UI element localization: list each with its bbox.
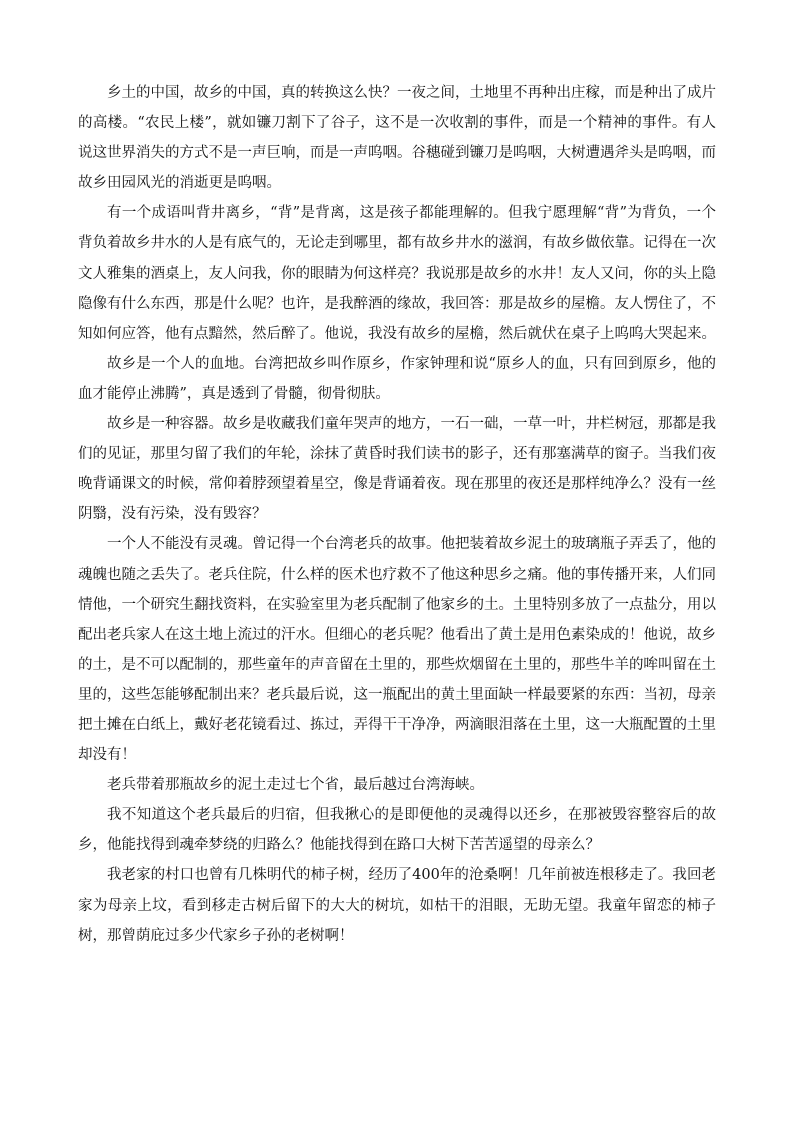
paragraph-3: 故乡是一个人的血地。台湾把故乡叫作原乡，作家钟理和说“原乡人的血，只有回到原乡，他的血才能停止沸腾”，真是透到了骨髓，彻骨彻肤。 (78, 355, 716, 402)
paragraph-7: 我不知道这个老兵最后的归宿，但我揪心的是即便他的灵魂得以还乡，在那被毁容整容后的故乡，他能找得到魂牵梦绕的归路么？他能找得到在路口大树下苦苦遥望的母亲么？ (78, 807, 716, 854)
paragraph-1: 乡土的中国，故乡的中国，真的转换这么快？一夜之间，土地里不再种出庄稼，而是种出了成片的高楼。“农民上楼”，就如镰刀割下了谷子，这不是一次收割的事件，而是一个精神的事件。有人说这世界消失的方式不是一声巨响，而是一声呜咽。谷穗碰到镰刀是呜咽，大树遭遇斧头是呜咽，而故乡田园风光的消逝更是呜咽。 (78, 85, 716, 192)
document-body (78, 78, 716, 951)
paragraph-5: 一个人不能没有灵魂。曾记得一个台湾老兵的故事。他把装着故乡泥土的玻璃瓶子弄丢了，他的魂魄也随之丢失了。老兵住院，什么样的医术也疗救不了他这种思乡之痛。他的事传播开来，人们同情他，一个研究生翻找资料，在实验室里为老兵配制了他家乡的土。土里特别多放了一点盐分，用以配出老兵家人在这土地上流过的汗水。但细心的老兵呢？他看出了黄土是用色素染成的！他说，故乡的土，是不可以配制的，那些童年的声音留在土里的，那些炊烟留在土里的，那些牛羊的哞叫留在土里的，这些怎能够配制出来？老兵最后说，这一瓶配出的黄土里面缺一样最要紧的东西：当初，母亲把土摊在白纸上，戴好老花镜看过、拣过，弄得干干净净，两滴眼泪落在土里，这一大瓶配置的土里却没有！ (78, 536, 716, 764)
paragraph-2: 有一个成语叫背井离乡，“背”是背离，这是孩子都能理解的。但我宁愿理解“背”为背负，一个背负着故乡井水的人是有底气的，无论走到哪里，都有故乡井水的滋润，有故乡做依靠。记得在一次文人雅集的酒桌上，友人问我，你的眼睛为何这样亮？我说那是故乡的水井！友人又问，你的头上隐隐像有什么东西，那是什么呢？也许，是我醉酒的缘故，我回答：那是故乡的屋檐。友人愣住了，不知如何应答，他有点黯然，然后醉了。他说，我没有故乡的屋檐，然后就伏在桌子上呜呜大哭起来。 (78, 205, 716, 342)
paragraph-6: 老兵带着那瓶故乡的泥土走过七个省，最后越过台湾海峡。 (107, 777, 484, 794)
paragraph-8: 我老家的村口也曾有几株明代的柿子树，经历了400年的沧桑啊！几年前被连根移走了。我回老家为母亲上坟，看到移走古树后留下的大大的树坑，如枯干的泪眼，无助无望。我童年留恋的柿子树，那曾荫庇过多少代家乡子孙的老树啊！ (78, 867, 716, 944)
paragraph-4: 故乡是一种容器。故乡是收藏我们童年哭声的地方，一石一础，一草一叶，井栏树冠，那都是我们的见证，那里匀留了我们的年轮，涂抹了黄昏时我们读书的影子，还有那塞满草的窗子。当我们夜晚背诵课文的时候，常仰着脖颈望着星空，像是背诵着夜。现在那里的夜还是那样纯净么？没有一丝阴翳，没有污染，没有毁容？ (78, 416, 716, 523)
